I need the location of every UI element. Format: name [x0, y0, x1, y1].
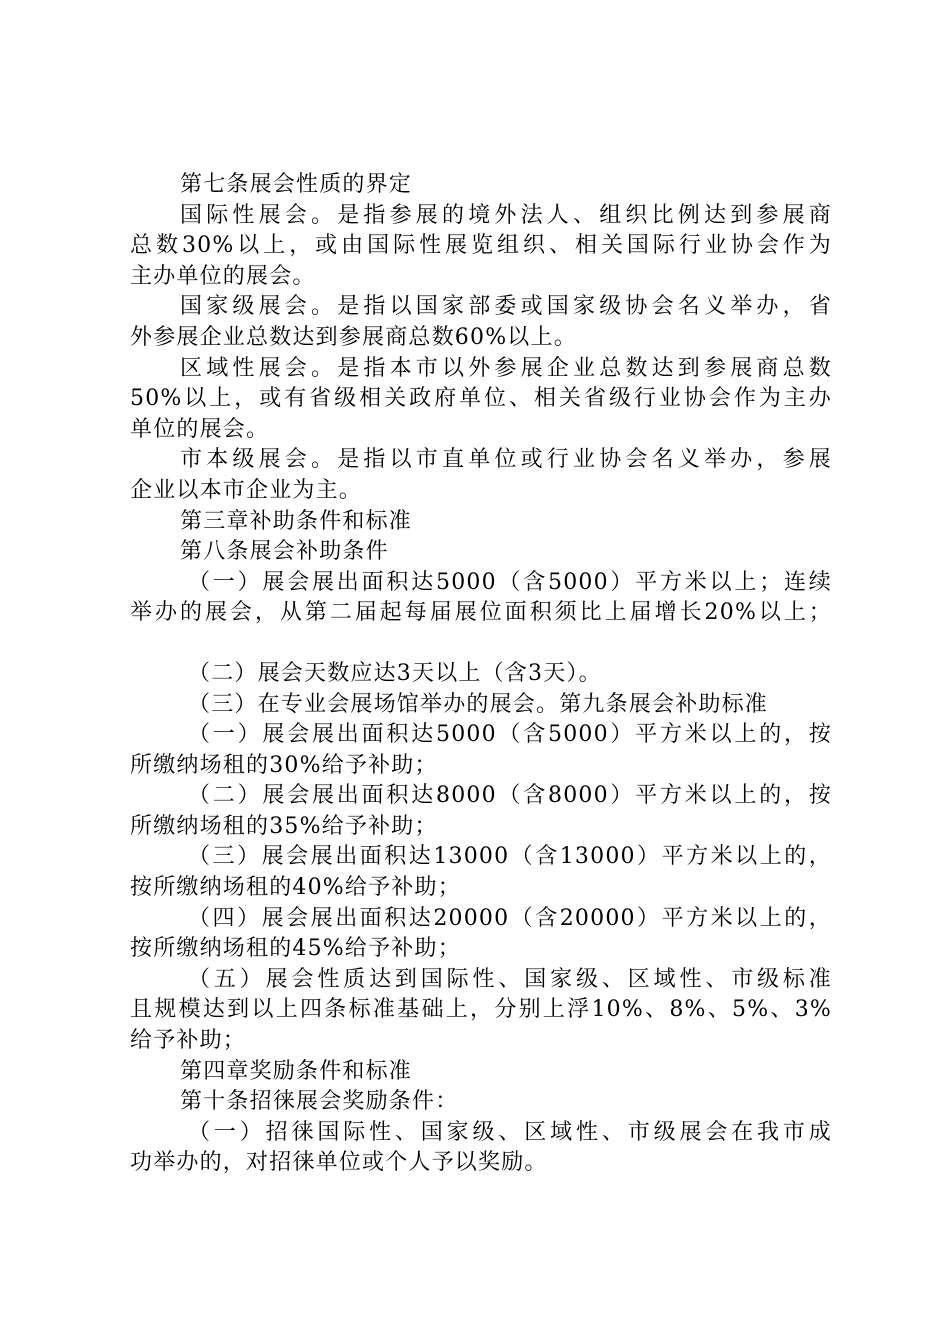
document-body — [130, 170, 832, 1179]
paragraph-line: （二）展会展出面积达8000（含8000）平方米以上的，按 — [188, 783, 832, 809]
paragraph-line: 主办单位的展会。 — [130, 263, 316, 289]
paragraph-line: 所缴纳场租的35%给予补助； — [130, 813, 438, 839]
article-7-heading: 第七条展会性质的界定 — [180, 172, 413, 197]
chapter-3-heading: 第三章补助条件和标准 — [180, 508, 413, 534]
blank-line — [130, 629, 832, 659]
article-8-heading: 第八条展会补助条件 — [180, 539, 389, 565]
article-10-heading: 第十条招徕展会奖励条件： — [180, 1089, 459, 1115]
paragraph-line: （三）展会展出面积达13000（含13000）平方米以上的， — [188, 844, 832, 870]
paragraph-line: 按所缴纳场租的40%给予补助； — [130, 875, 461, 901]
paragraph-line: （二）展会天数应达3天以上（含3天）。 — [188, 660, 602, 686]
paragraph-line: 企业以本市企业为主。 — [130, 477, 363, 503]
paragraph-line: 所缴纳场租的30%给予补助； — [130, 752, 438, 778]
paragraph-line: 功举办的，对招徕单位或个人予以奖励。 — [130, 1150, 548, 1176]
paragraph-line: 按所缴纳场租的45%给予补助； — [130, 936, 461, 962]
paragraph-line: 单位的展会。 — [130, 416, 270, 442]
paragraph-line: 总数30%以上，或由国际性展览组织、相关国际行业协会作为 — [130, 233, 832, 259]
paragraph-line: 国际性展会。是指参展的境外法人、组织比例达到参展商 — [180, 202, 832, 228]
paragraph-line: 国家级展会。是指以国家部委或国家级协会名义举办，省 — [180, 294, 832, 320]
paragraph-line: （一）展会展出面积达5000（含5000）平方米以上；连续 — [188, 569, 832, 595]
paragraph-line: （四）展会展出面积达20000（含20000）平方米以上的， — [188, 905, 832, 931]
paragraph-line: 外参展企业总数达到参展商总数60%以上。 — [130, 324, 577, 350]
paragraph-line: （三）在专业会展场馆举办的展会。第九条展会补助标准 — [188, 691, 769, 717]
chapter-4-heading: 第四章奖励条件和标准 — [180, 1058, 413, 1084]
paragraph-line: （一）招徕国际性、国家级、区域性、市级展会在我市成 — [188, 1119, 832, 1145]
paragraph-line: 且规模达到以上四条标准基础上，分别上浮10%、8%、5%、3% — [130, 997, 832, 1023]
paragraph-line: （一）展会展出面积达5000（含5000）平方米以上的，按 — [188, 722, 832, 748]
paragraph-line: 区域性展会。是指本市以外参展企业总数达到参展商总数 — [180, 355, 832, 381]
paragraph-line: （五）展会性质达到国际性、国家级、区域性、市级标准 — [188, 966, 832, 992]
paragraph-line: 举办的展会，从第二届起每届展位面积须比上届增长20%以上； — [130, 600, 832, 626]
paragraph-line: 市本级展会。是指以市直单位或行业协会名义举办，参展 — [180, 447, 832, 473]
paragraph-line: 给予补助； — [130, 1028, 247, 1054]
paragraph-line: 50%以上，或有省级相关政府单位、相关省级行业协会作为主办 — [130, 386, 832, 412]
